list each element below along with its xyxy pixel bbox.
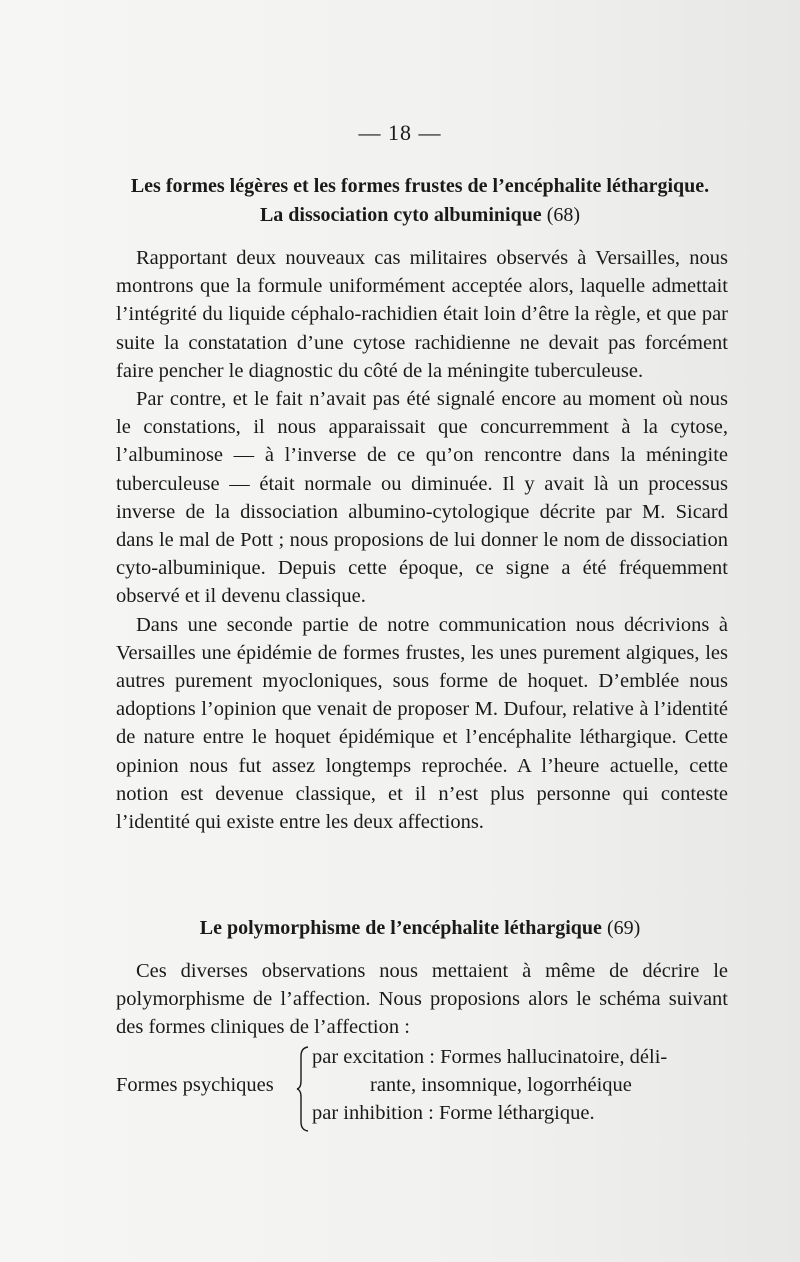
section-heading-formes-legeres — [118, 172, 722, 230]
paragraph: Rapportant deux nouveaux cas militaires observés à Versailles, nous montrons que la formule uniformément acceptée alors, laquelle admettait l’intégrité du liquide céphalo-rachidien était loin d’être la règle, et que par suite la constatation d’une cytose rachidienne ne devait pas forcément faire pencher le diagnostic du côté de la méningite tuberculeuse. — [116, 247, 728, 382]
section-heading-ref: (69) — [606, 917, 641, 939]
paragraph: Dans une seconde partie de notre communication nous décrivions à Versailles une épidémie de formes frustes, les unes purement algiques, les autres purement myocloniques, sous forme de hoquet. D’emblée nous adoptions l’opinion que venait de proposer M. Dufour, relative à l’identité de nature entre le hoquet épidémique et l’encéphalite léthargique. Cette opinion nous fut assez longtemps reprochée. A l’heure actuelle, cette notion est devenue classique, et il n’est plus personne qui conteste l’identité qui existe entre les deux affections. — [116, 613, 728, 834]
paragraph: Par contre, et le fait n’avait pas été signalé encore au moment où nous le constations, il nous apparaissait que concurremment à la cytose, l’albuminose — à l’inverse de ce qu’on rencontre dans la méningite tuberculeuse — était normale ou diminuée. Il y avait là un processus inverse de la dissociation albumino-cytologique décrite par M. Sicard dans le mal de Pott ; nous proposions de lui donner le nom de dissociation cyto-albuminique. Depuis cette époque, ce signe a été fréquemment observé et il devenu classique. — [116, 388, 728, 608]
section-heading-title: Les formes légères et les formes frustes de l’encéphalite léthargique. La dissociation cyto albuminique — [130, 175, 710, 226]
section-heading-polymorphisme — [118, 914, 722, 943]
forms-label: Formes psychiques — [116, 1074, 274, 1096]
clinical-forms-schema — [116, 1044, 728, 1134]
page-number: — 18 — — [358, 120, 442, 145]
forms-line-excitation: par excitation : Formes hallucinatoire, déli- — [312, 1046, 668, 1068]
curly-brace-icon — [296, 1046, 310, 1132]
forms-line-inhibition: par inhibition : Forme léthargique. — [312, 1102, 595, 1124]
paragraph: Ces diverses observations nous mettaient à même de décrire le polymorphisme de l’affection. Nous proposions alors le schéma suivant des formes cliniques de l’affection : — [116, 960, 728, 1039]
forms-line-continuation: rante, insomnique, logorrhéique — [370, 1074, 632, 1096]
section-heading-title: Le polymorphisme de l’encéphalite léthargique — [199, 917, 602, 939]
section-body-polymorphisme — [116, 957, 728, 1042]
section-heading-ref: (68) — [546, 204, 581, 226]
section-body-formes-legeres — [116, 244, 728, 836]
